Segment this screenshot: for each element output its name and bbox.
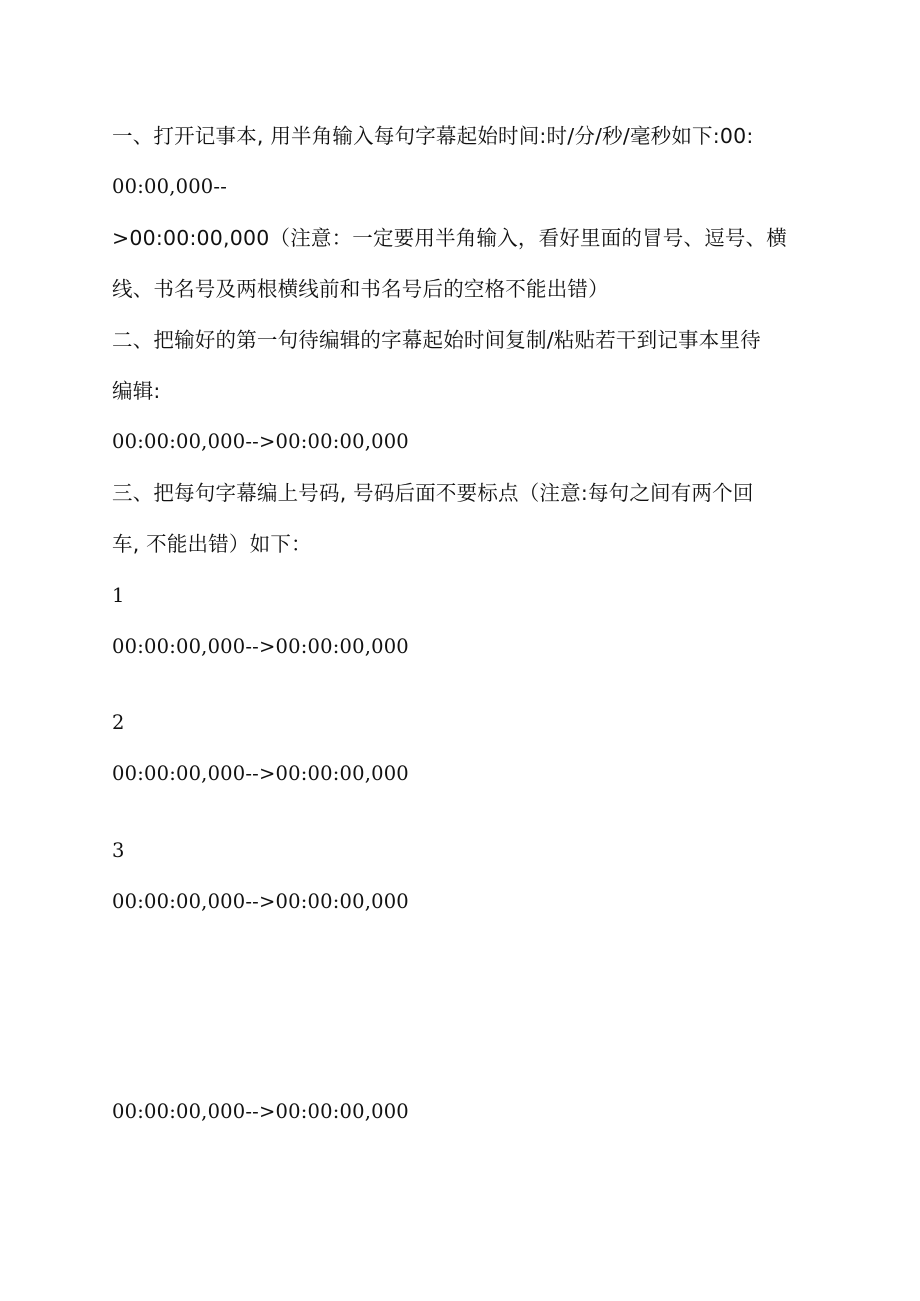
paragraph-1-line-1: 一、打开记事本, 用半角输入每句字幕起始时间:时/分/秒/毫秒如下:00: (112, 124, 754, 148)
paragraph-3-line-2: 车, 不能出错）如下： (112, 532, 312, 556)
entry-number: 2 (112, 711, 125, 734)
entry-number: 3 (112, 839, 125, 862)
paragraph-2-line-1: 二、把输好的第一句待编辑的字幕起始时间复制/粘贴若干到记事本里待 (112, 328, 761, 352)
trailing-timecode: 00:00:00,000-->00:00:00,000 (112, 1100, 409, 1123)
paragraph-3-line-1: 三、把每句字幕编上号码, 号码后面不要标点（注意:每句之间有两个回 (112, 481, 754, 505)
paragraph-1-line-2: 00:00,000-- (112, 175, 227, 198)
entry-timecode: 00:00:00,000-->00:00:00,000 (112, 635, 409, 658)
entry-number: 1 (112, 584, 125, 607)
entry-timecode: 00:00:00,000-->00:00:00,000 (112, 890, 409, 913)
paragraph-2-timecode: 00:00:00,000-->00:00:00,000 (112, 430, 409, 453)
paragraph-1-line-3: >00:00:00,000（注意：一定要用半角输入，看好里面的冒号、逗号、横 (112, 226, 787, 250)
paragraph-1-line-4: 线、书名号及两根横线前和书名号后的空格不能出错） (112, 277, 609, 301)
paragraph-2-line-2: 编辑: (112, 379, 161, 403)
entry-timecode: 00:00:00,000-->00:00:00,000 (112, 762, 409, 785)
